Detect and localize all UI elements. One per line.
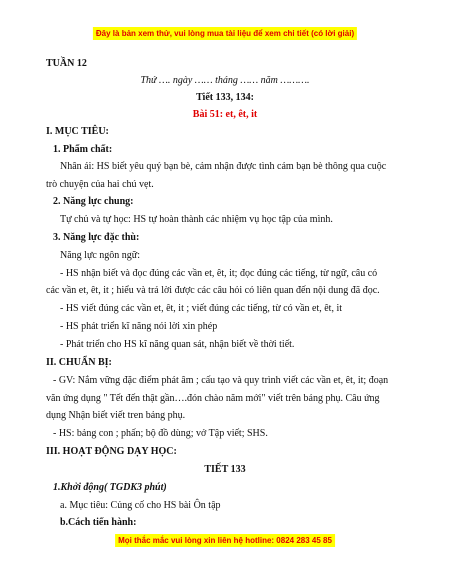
bullet-item: - HS viết đúng các vần et, êt, it ; viết đúng các tiếng, từ có vần et, êt, it: [60, 303, 343, 314]
goal-line: a. Mục tiêu: Củng cố cho HS bài Ôn tập: [60, 500, 221, 511]
procedure-heading: b.Cách tiến hành:: [60, 517, 137, 528]
section-activities-heading: III. HOẠT ĐỘNG DẠY HỌC:: [46, 446, 177, 457]
lesson-title: Bài 51: et, êt, it: [192, 109, 258, 120]
date-line: Thứ …. ngày …… tháng …… năm ……….: [140, 75, 310, 86]
subheading-general-competence: 2. Năng lực chung:: [53, 196, 134, 207]
week-label: TUẦN 12: [46, 58, 87, 69]
section-preparation-heading: II. CHUẨN BỊ:: [46, 357, 112, 368]
bullet-item: - Phát triển cho HS kĩ năng quan sát, nhận biết về thời tiết.: [60, 339, 295, 350]
preview-banner: Đây là bản xem thử, vui lòng mua tài liệu để xem chi tiết (có lời giải): [93, 27, 357, 40]
paragraph: - HS: bảng con ; phấn; bộ đồ dùng; vở Tập viết; SHS.: [53, 428, 268, 439]
paragraph: văn ứng dụng " Tết đến thật gần….đón chào năm mới" viết trên bảng phụ. Câu ứng: [46, 393, 380, 404]
section-objectives-heading: I. MỤC TIÊU:: [46, 126, 109, 137]
period-heading: TIẾT 133: [204, 464, 246, 475]
warmup-heading: 1.Khởi động( TGDK3 phút): [53, 482, 167, 493]
paragraph: trò chuyện của hai chú vẹt.: [46, 179, 154, 190]
subheading-qualities: 1. Phẩm chất:: [53, 144, 113, 155]
bullet-item: - HS phát triển kĩ năng nói lời xin phép: [60, 321, 218, 332]
subheading-specific-competence: 3. Năng lực đặc thù:: [53, 232, 140, 243]
bullet-item: - HS nhận biết và đọc đúng các vần et, êt, it; đọc đúng các tiếng, từ ngữ, câu có: [60, 268, 378, 279]
paragraph: Năng lực ngôn ngữ:: [60, 250, 140, 261]
paragraph: Nhân ái: HS biết yêu quý bạn bè, cảm nhận được tình cảm bạn bè thông qua cuộc: [60, 161, 387, 172]
paragraph: dụng Nhận biết viết tren bảng phụ.: [46, 410, 186, 421]
bullet-item: các vần et, êt, it ; hiểu và trả lời được các câu hỏi có liên quan đến nội dung đã đọc.: [46, 285, 380, 296]
paragraph: Tự chủ và tự học: HS tự hoàn thành các nhiệm vụ học tập của mình.: [60, 214, 333, 225]
hotline-banner: Mọi thắc mắc vui lòng xin liên hệ hotline: 0824 283 45 85: [115, 534, 335, 547]
paragraph: - GV: Nắm vững đặc điểm phát âm ; cấu tạo và quy trình viết các vần et, êt, it; đoạn: [53, 375, 389, 386]
period-label: Tiết 133, 134:: [196, 92, 254, 103]
